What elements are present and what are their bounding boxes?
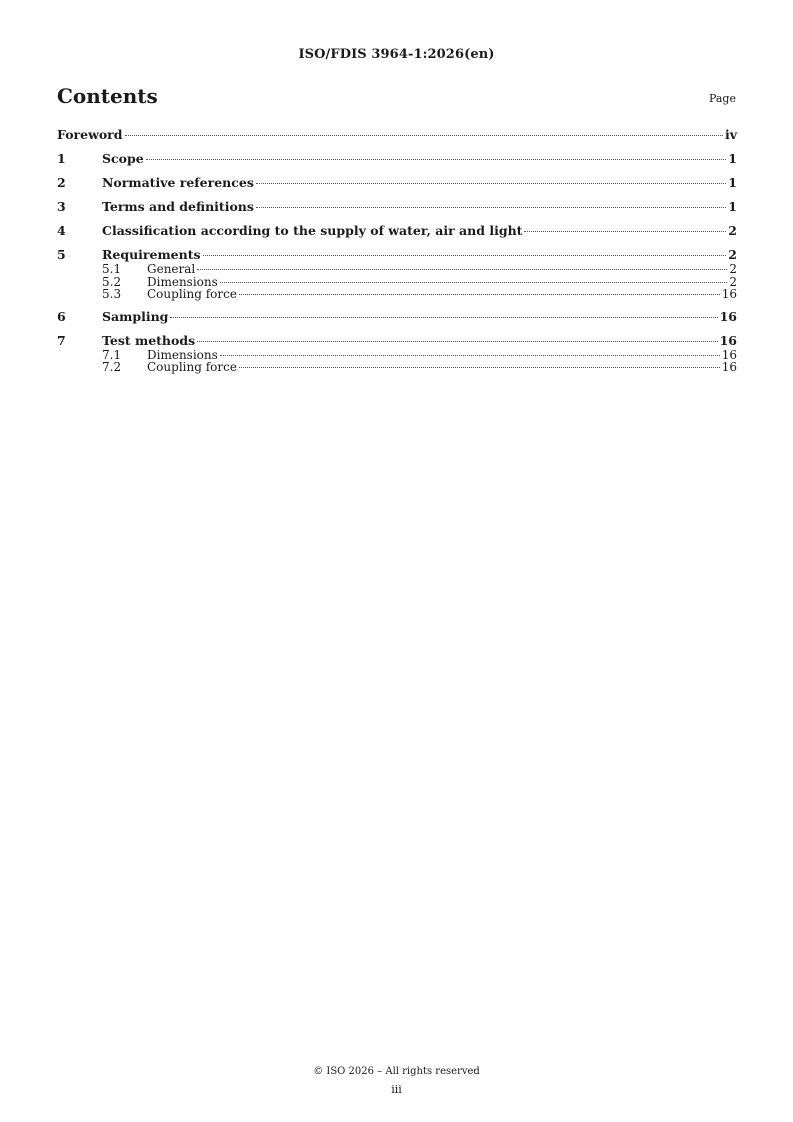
toc-page: 16 xyxy=(721,287,737,301)
toc-page: 16 xyxy=(721,347,737,362)
toc-title: Requirements xyxy=(102,247,201,262)
toc-page: 2 xyxy=(729,262,737,276)
dot-leader xyxy=(125,135,723,136)
toc-number: 6 xyxy=(57,308,66,324)
toc-page: iv xyxy=(724,127,737,142)
toc-page: 2 xyxy=(728,247,737,262)
toc-number: 3 xyxy=(57,199,66,214)
toc-page: 16 xyxy=(721,360,737,374)
toc-title: General xyxy=(147,262,196,276)
toc-subentry-coupling-force[interactable] xyxy=(57,288,737,301)
dot-leader xyxy=(239,294,720,295)
toc-page: 1 xyxy=(728,151,737,166)
toc-number: 2 xyxy=(57,175,66,190)
toc-number: 5.1 xyxy=(102,262,122,276)
dot-leader xyxy=(220,282,728,283)
dot-leader xyxy=(170,317,717,318)
document-header: ISO/FDIS 3964-1:2026(en) xyxy=(298,47,495,62)
toc-title: Classification according to the supply of water, air and light xyxy=(102,223,523,238)
dot-leader xyxy=(239,367,720,368)
dot-leader xyxy=(256,183,726,184)
table-of-contents xyxy=(57,127,737,382)
toc-title: Coupling force xyxy=(147,360,237,374)
dot-leader xyxy=(146,159,727,160)
toc-page: 2 xyxy=(729,274,737,289)
dot-leader xyxy=(220,355,720,356)
toc-title: Terms and definitions xyxy=(102,199,254,214)
toc-number: 7 xyxy=(57,332,66,348)
toc-number: 5.3 xyxy=(102,287,122,301)
dot-leader xyxy=(524,231,726,232)
dot-leader xyxy=(197,269,727,270)
toc-page: 1 xyxy=(728,175,737,190)
toc-entry-sampling[interactable] xyxy=(57,309,737,325)
toc-entry-test-methods[interactable] xyxy=(57,333,737,349)
toc-title: Sampling xyxy=(102,308,169,324)
toc-page: 2 xyxy=(728,223,737,238)
page-column-label: Page xyxy=(708,92,736,105)
toc-number: 5 xyxy=(57,247,66,262)
toc-number: 7.1 xyxy=(102,347,122,362)
toc-title: Dimensions xyxy=(147,347,218,362)
toc-entry-scope[interactable] xyxy=(57,151,737,167)
dot-leader xyxy=(256,207,726,208)
toc-number: 4 xyxy=(57,223,66,238)
toc-number: 1 xyxy=(57,151,66,166)
toc-title: Dimensions xyxy=(147,274,218,289)
toc-entry-classification[interactable] xyxy=(57,223,737,239)
toc-entry-foreword[interactable] xyxy=(57,127,737,143)
toc-entry-normative-references[interactable] xyxy=(57,175,737,191)
contents-title: Contents xyxy=(57,84,158,108)
toc-title: Coupling force xyxy=(147,287,237,301)
dot-leader xyxy=(203,255,727,256)
toc-number: 5.2 xyxy=(102,274,122,289)
toc-page: 16 xyxy=(719,308,737,324)
toc-page: 16 xyxy=(719,332,737,348)
toc-entry-requirements[interactable] xyxy=(57,247,737,263)
dot-leader xyxy=(197,341,717,342)
footer-page-number: iii xyxy=(391,1083,402,1096)
toc-entry-terms-and-definitions[interactable] xyxy=(57,199,737,215)
toc-title: Test methods xyxy=(102,332,196,348)
toc-page: 1 xyxy=(728,199,737,214)
footer-copyright: © ISO 2026 – All rights reserved xyxy=(313,1066,480,1077)
toc-title: Scope xyxy=(102,151,144,166)
toc-title: Normative references xyxy=(102,175,254,190)
toc-number: 7.2 xyxy=(102,360,122,374)
toc-subentry-general[interactable] xyxy=(57,263,737,276)
toc-subentry-coupling-force[interactable] xyxy=(57,361,737,374)
toc-title: Foreword xyxy=(57,127,123,142)
